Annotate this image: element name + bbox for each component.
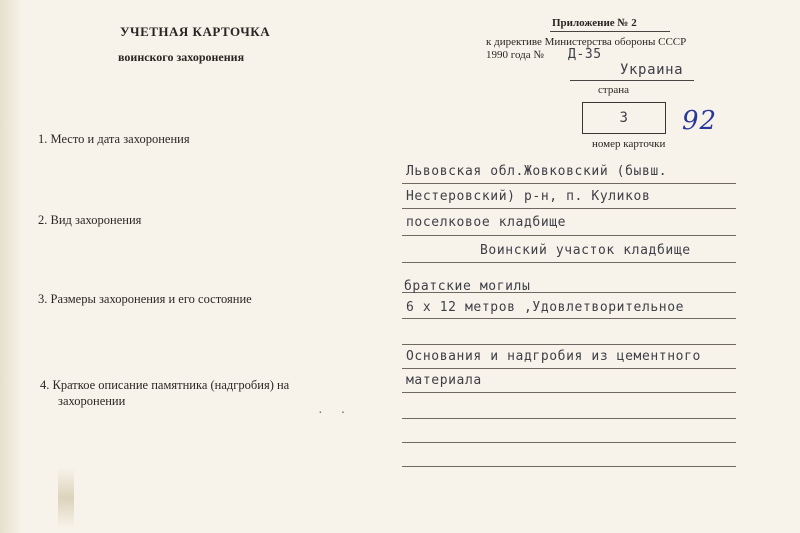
rule-line xyxy=(402,442,736,443)
section-2-entry-1: поселковое кладбище xyxy=(406,215,567,230)
directive-line-1: к директиве Министерства обороны СССР xyxy=(486,36,687,48)
section-1-label: 1. Место и дата захоронения xyxy=(38,132,190,146)
section-3-entry-1: братские могилы xyxy=(404,279,531,294)
rule-line xyxy=(402,344,736,345)
card-title: УЧЕТНАЯ КАРТОЧКА xyxy=(120,24,271,39)
country-value: Украина xyxy=(620,62,684,78)
handwritten-number: 92 xyxy=(682,106,718,136)
card-number-value: 3 xyxy=(619,110,629,126)
rule-line xyxy=(402,392,736,393)
appendix-label: Приложение № 2 xyxy=(552,17,637,29)
stray-dots: ·· xyxy=(318,406,364,421)
directive-number: Д-35 xyxy=(568,47,602,62)
section-3-label: 3. Размеры захоронения и его состояние xyxy=(38,292,252,306)
rule-line xyxy=(402,235,736,236)
appendix-underline xyxy=(550,31,670,32)
rule-line xyxy=(402,262,736,263)
card-subtitle: воинского захоронения xyxy=(118,50,245,64)
paper-edge-shadow xyxy=(0,0,22,533)
section-1-entry-1: Львовская обл.Жовковский (бывш. xyxy=(406,164,668,179)
rule-line xyxy=(402,418,736,419)
section-4-entry-2: материала xyxy=(406,373,482,388)
section-1-entry-2: Нестеровский) р-н, п. Куликов xyxy=(406,189,651,204)
directive-line-2: 1990 года № xyxy=(486,49,544,61)
card-number-box xyxy=(582,102,666,134)
rule-line xyxy=(402,466,736,467)
country-label: страна xyxy=(598,84,629,96)
section-4-entry-1: Основания и надгробия из цементного xyxy=(406,349,701,364)
rule-line xyxy=(402,183,736,184)
card-number-label: номер карточки xyxy=(592,138,666,150)
section-2-entry-2: Воинский участок кладбище xyxy=(480,243,691,258)
rule-line xyxy=(402,368,736,369)
rule-line xyxy=(402,318,736,319)
paper-stain xyxy=(58,468,74,528)
section-4-label-line-1: 4. Краткое описание памятника (надгробия) на xyxy=(40,378,290,392)
section-2-label: 2. Вид захоронения xyxy=(38,213,142,227)
country-underline xyxy=(570,80,694,81)
section-4-label-line-2: захоронении xyxy=(58,394,126,408)
section-3-entry-2: 6 х 12 метров ,Удовлетворительное xyxy=(406,300,685,315)
rule-line xyxy=(402,208,736,209)
